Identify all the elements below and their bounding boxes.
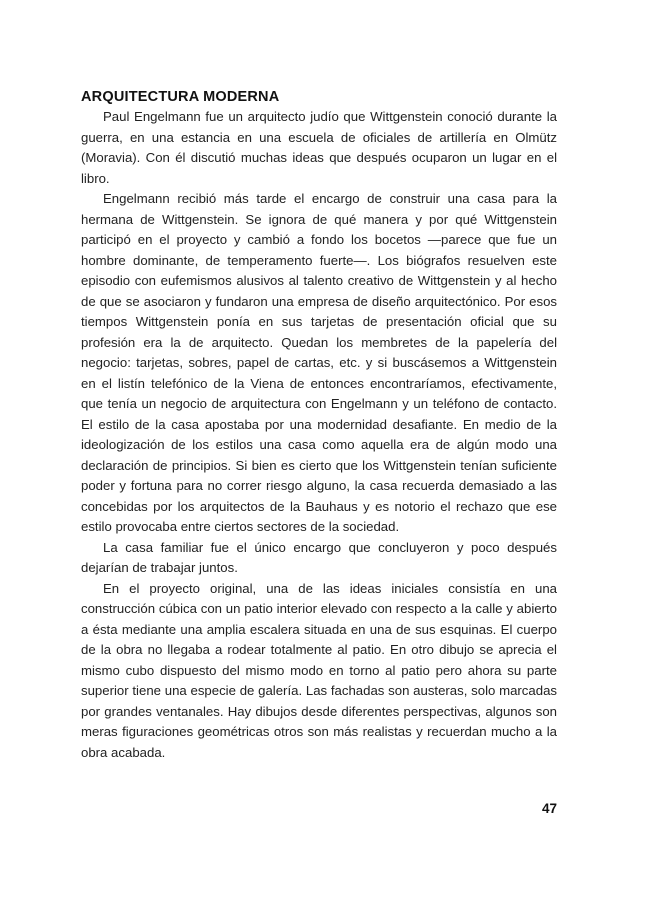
- paragraph: En el proyecto original, una de las ideas iniciales consistía en una construcción cúbica con un patio interior elevado con respecto a la calle y abierto a ésta mediante una amplia escalera situada en una de sus esquinas. El cuerpo de la obra no llegaba a rodear totalmente al patio. En otro dibujo se aprecia el mismo cubo dispuesto del mismo modo en torno al patio pero ahora su parte superior tiene una especie de galería. Las fachadas son austeras, solo marcadas por grandes ventanales. Hay dibujos desde diferentes perspectivas, algunos son meras figuraciones geométricas otros son más realistas y recuerdan mucho a la obra acabada.: [81, 580, 557, 760]
- paragraph: Engelmann recibió más tarde el encargo de construir una casa para la hermana de Wittgenstein. Se ignora de qué manera y por qué Wittgenstein participó en el proyecto y cambió a fondo los bocetos —parece que fue un hombre dominante, de temperamento fuerte—. Los biógrafos resuelven este episodio con eufemismos alusivos al talento creativo de Wittgenstein y al hecho de que se asociaron y fundaron una empresa de diseño arquitectónico. Por esos tiempos Wittgenstein ponía en sus tarjetas de presentación oficial que su profesión era la de arquitecto. Quedan los membretes de la papelería del negocio: tarjetas, sobres, papel de cartas, etc. y si buscásemos a Wittgenstein en el listín telefónico de la Viena de entonces encontraríamos, efectivamente, que tenía un negocio de arquitectura con Engelmann y un teléfono de contacto. El estilo de la casa apostaba por una modernidad desafiante. En medio de la ideologización de los estilos una casa como aquella era de algún modo una declaración de principios. Si bien es cierto que los Wittgenstein tenían suficiente poder y fortuna para no correr riesgo alguno, la casa recuerda demasiado a las concebidas por los arquitectos de la Bauhaus y es notorio el rechazo que ese estilo provocaba entre ciertos sectores de la sociedad.: [81, 191, 557, 534]
- section-heading: ARQUITECTURA MODERNA: [81, 89, 280, 105]
- page-number: 47: [541, 801, 557, 816]
- paragraph: Paul Engelmann fue un arquitecto judío que Wittgenstein conoció durante la guerra, en una estancia en una escuela de oficiales de artillería en Olmütz (Moravia). Con él discutió muchas ideas que después ocuparon un lugar en el libro.: [81, 109, 557, 186]
- paragraph: La casa familiar fue el único encargo que concluyeron y poco después dejarían de trabajar juntos.: [81, 539, 557, 575]
- body-text: [81, 107, 557, 763]
